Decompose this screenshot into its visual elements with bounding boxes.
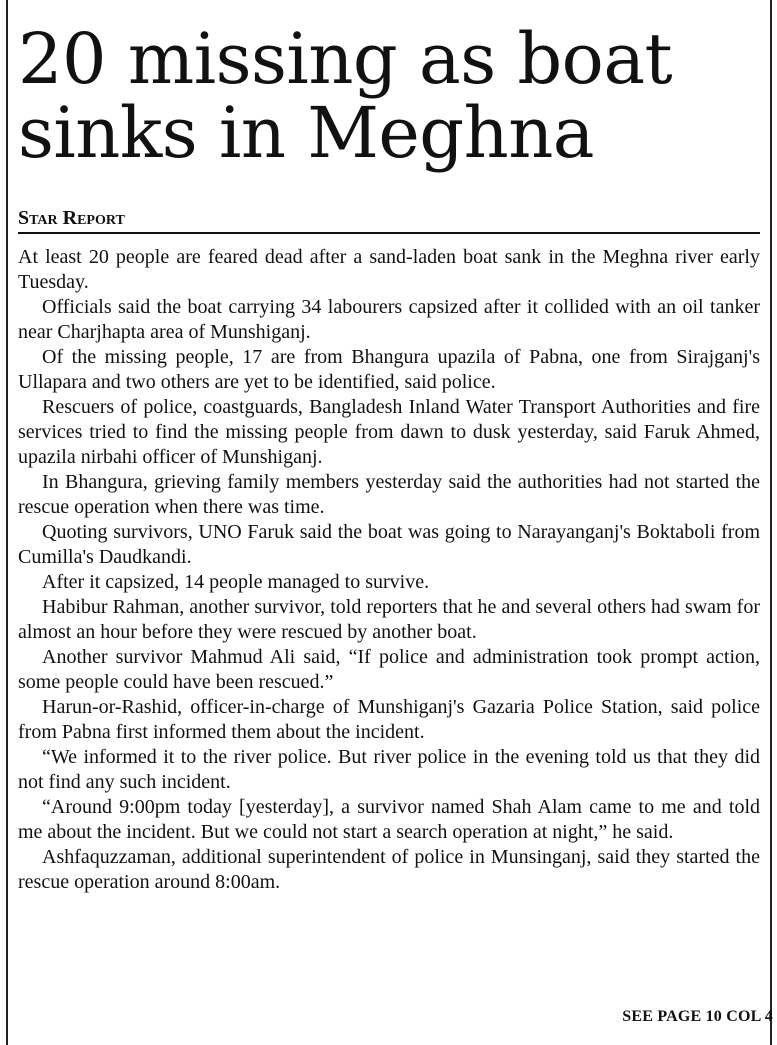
paragraph: “We informed it to the river police. But river police in the evening told us that they did not find any such incident.: [18, 745, 760, 793]
paragraph: Of the missing people, 17 are from Bhangura upazila of Pabna, one from Sirajganj's Ullapara and two others are yet to be identified, said police.: [18, 345, 760, 393]
paragraph: Officials said the boat carrying 34 labourers capsized after it collided with an oil tanker near Charjhapta area of Munshiganj.: [18, 295, 760, 343]
column-rule-left: [6, 0, 8, 1045]
paragraph: Another survivor Mahmud Ali said, “If police and administration took prompt action, some people could have been rescued.”: [18, 645, 760, 693]
paragraph: At least 20 people are feared dead after a sand-laden boat sank in the Meghna river early Tuesday.: [18, 245, 760, 293]
paragraph: Rescuers of police, coastguards, Bangladesh Inland Water Transport Authorities and fire services tried to find the missing people from dawn to dusk yesterday, said Faruk Ahmed, upazila nirbahi officer of Munshiganj.: [18, 395, 760, 468]
paragraph: Habibur Rahman, another survivor, told reporters that he and several others had swam for almost an hour before they were rescued by another boat.: [18, 595, 760, 643]
paragraph: Harun-or-Rashid, officer-in-charge of Munshiganj's Gazaria Police Station, said police from Pabna first informed them about the incident.: [18, 695, 760, 743]
continued-jump-line: SEE PAGE 10 COL 4: [622, 1008, 773, 1025]
news-article: [18, 0, 760, 895]
paragraph: In Bhangura, grieving family members yesterday said the authorities had not started the rescue operation when there was time.: [18, 470, 760, 518]
article-body: [18, 245, 760, 895]
byline: Star Report: [18, 207, 125, 229]
paragraph: Quoting survivors, UNO Faruk said the boat was going to Narayanganj's Boktaboli from Cumilla's Daudkandi.: [18, 520, 760, 568]
paragraph: “Around 9:00pm today [yesterday], a survivor named Shah Alam came to me and told me about the incident. But we could not start a search operation at night,” he said.: [18, 795, 760, 843]
headline: 20 missing as boat sinks in Meghna: [18, 18, 673, 174]
paragraph: After it capsized, 14 people managed to survive.: [42, 570, 430, 593]
column-rule-right: [770, 0, 772, 1045]
byline-divider: [18, 232, 760, 234]
paragraph: Ashfaquzzaman, additional superintendent of police in Munsinganj, said they started the rescue operation around 8:00am.: [18, 845, 760, 893]
